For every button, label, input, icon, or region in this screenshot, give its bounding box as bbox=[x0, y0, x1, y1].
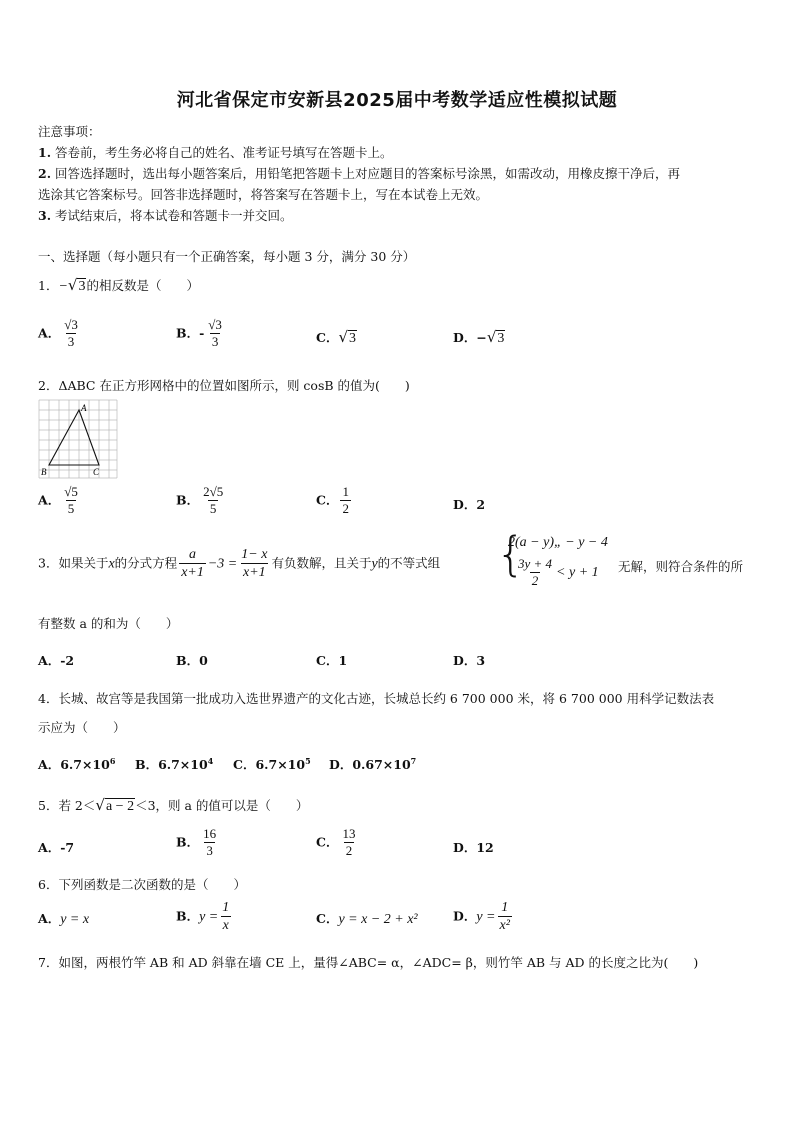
question-4-line-1: 4．长城、故宫等是我国第一批成功入选世界遗产的文化古迹，长城总长约 6 700 000 米，将 6 700 000 用科学记数法表 bbox=[38, 691, 715, 706]
triangle-grid-figure bbox=[38, 399, 118, 479]
q2-option-d[interactable]: D．2 bbox=[453, 497, 486, 512]
q1-option-b[interactable]: B．- $\frac{√3}{3}$ bbox=[176, 317, 222, 350]
q1-option-c[interactable]: C．√3 bbox=[316, 328, 357, 346]
q3-option-d[interactable]: D．3 bbox=[453, 653, 486, 668]
inequality-brace: { bbox=[496, 527, 526, 581]
question-2: 2．ΔABC 在正方形网格中的位置如图所示，则 cosB 的值为( ) bbox=[38, 378, 410, 393]
question-6: 6．下列函数是二次函数的是（ ） bbox=[38, 877, 246, 892]
question-3-line-2: 有整数 a 的和为（ ） bbox=[38, 616, 179, 631]
notice-heading: 注意事项： bbox=[38, 124, 101, 139]
q2-option-a[interactable]: A． $\frac{√5}{5}$ bbox=[38, 484, 78, 517]
q5-option-a[interactable]: A．-7 bbox=[38, 840, 75, 855]
question-7: 7．如图，两根竹竿 AB 和 AD 斜靠在墙 CE 上，量得∠ABC= α，∠ADC= β，则竹竿 AB 与 AD 的长度之比为( ) bbox=[38, 955, 699, 970]
q6-option-c[interactable]: C．y = x − 2 + x² bbox=[316, 911, 418, 927]
q4-option-b[interactable]: B．$6.7\times 10^4$ bbox=[135, 755, 214, 772]
q5-option-d[interactable]: D．12 bbox=[453, 840, 494, 855]
q6-option-a[interactable]: A．y = x bbox=[38, 911, 90, 927]
notice-item: 1. 答卷前，考生务必将自己的姓名、准考证号填写在答题卡上。 bbox=[38, 145, 393, 160]
q3-option-c[interactable]: C．1 bbox=[316, 653, 348, 668]
q2-option-b[interactable]: B． $\frac{2√5}{5}$ bbox=[176, 484, 224, 517]
q1-option-d[interactable]: D．−√3 bbox=[453, 328, 505, 346]
inequality-2: $\frac{3y + 4}{2}$ < y + 1 bbox=[518, 556, 599, 589]
notice-item: 2. 回答选择题时，选出每小题答案后，用铅笔把答题卡上对应题目的答案标号涂黑，如需改动，用橡皮擦干净后，再 bbox=[38, 166, 681, 181]
q3-option-a[interactable]: A．-2 bbox=[38, 653, 75, 668]
inequality-1: 2(a − y)„ − y − 4 bbox=[508, 535, 608, 550]
q3-option-b[interactable]: B．0 bbox=[176, 653, 208, 668]
question-4-line-2: 示应为（ ） bbox=[38, 720, 126, 735]
q4-option-d[interactable]: D．$0.67\times 10^7$ bbox=[329, 755, 417, 772]
notice-item: 3. 考试结束后，将本试卷和答题卡一并交回。 bbox=[38, 208, 293, 223]
section-heading: 一、选择题（每小题只有一个正确答案，每小题 3 分，满分 30 分） bbox=[38, 249, 416, 264]
q6-option-d[interactable]: D．y = $\frac{1}{\text{x²}}$ bbox=[453, 900, 510, 934]
q5-option-c[interactable]: C． $\frac{13}{2}$ bbox=[316, 826, 356, 859]
label-b: B bbox=[41, 467, 47, 477]
page-title: 河北省保定市安新县2025届中考数学适应性模拟试题 bbox=[176, 90, 618, 111]
question-5: 5．若 2＜√a − 2＜3，则 a 的值可以是（ ） bbox=[38, 796, 309, 814]
q6-option-b[interactable]: B．y = $\frac{1}{x}$ bbox=[176, 900, 230, 934]
q4-option-a[interactable]: A．$6.7\times 10^6$ bbox=[38, 755, 116, 772]
question-3-line-1: 3．如果关于x的分式方程 $\frac{a}{x+1}$ −3 = $\frac{1- x}{x+1}$ 有负数解，且关于y的不等式组 bbox=[38, 547, 441, 581]
question-1: 1．−√3的相反数是（ ） bbox=[38, 276, 199, 294]
notice-item: 选涂其它答案标号。回答非选择题时，将答案写在答题卡上，写在本试卷上无效。 bbox=[38, 187, 489, 202]
q5-option-b[interactable]: B． $\frac{16}{3}$ bbox=[176, 826, 217, 859]
q4-option-c[interactable]: C．$6.7\times 10^5$ bbox=[233, 755, 311, 772]
question-3-tail: 无解，则符合条件的所 bbox=[618, 559, 744, 574]
q1-option-a[interactable]: A． $\frac{√3}{3}$ bbox=[38, 317, 78, 350]
label-c: C bbox=[93, 467, 100, 477]
q2-option-c[interactable]: C． $\frac{1}{2}$ bbox=[316, 484, 349, 517]
label-a: A bbox=[81, 403, 87, 413]
